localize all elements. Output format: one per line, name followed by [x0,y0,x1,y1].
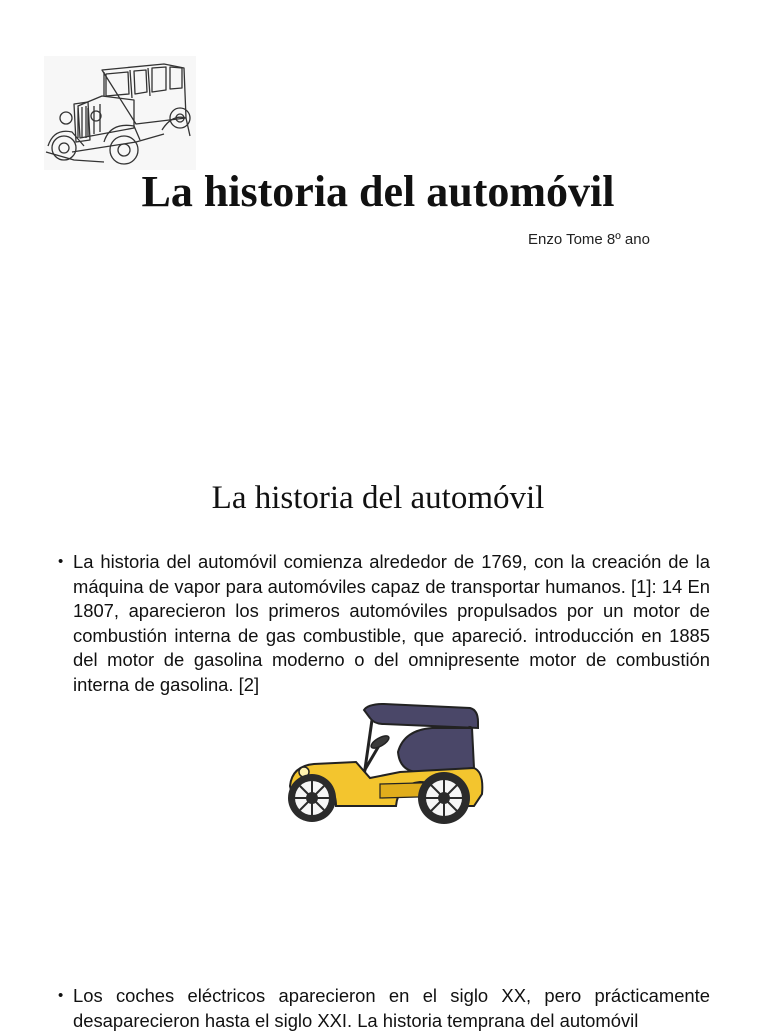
slide-1-title: La historia del automóvil [141,167,615,216]
bullet-item: • Los coches eléctricos aparecieron en el siglo XX, pero prácticamente desaparecieron hasta el siglo XXI. La historia temprana del automóvil [56,984,710,1033]
slide-3-bullet-list [56,984,710,1033]
car-sketch-icon [44,56,196,170]
slide-2-title: La historia del automóvil [211,480,545,516]
vintage-car-sketch-image [44,56,196,170]
bullet-item: • La historia del automóvil comienza alrededor de 1769, con la creación de la máquina de vapor para automóviles capaz de transportar humanos. [1]: 14 En 1807, aparecieron los primeros automóviles propulsados por un motor de combustión interna de gas combustible, que apareció. introducción en 1885 del motor de gasolina moderno o del omnipresente motor de combustión interna de gasolina. [2] [56,550,710,697]
slide-2-bullet-list [56,550,710,697]
author-name: Enzo Tome 8º ano [528,231,650,248]
yellow-antique-car-image [284,702,488,826]
slide-1 [0,0,768,260]
antique-car-icon [284,702,488,826]
